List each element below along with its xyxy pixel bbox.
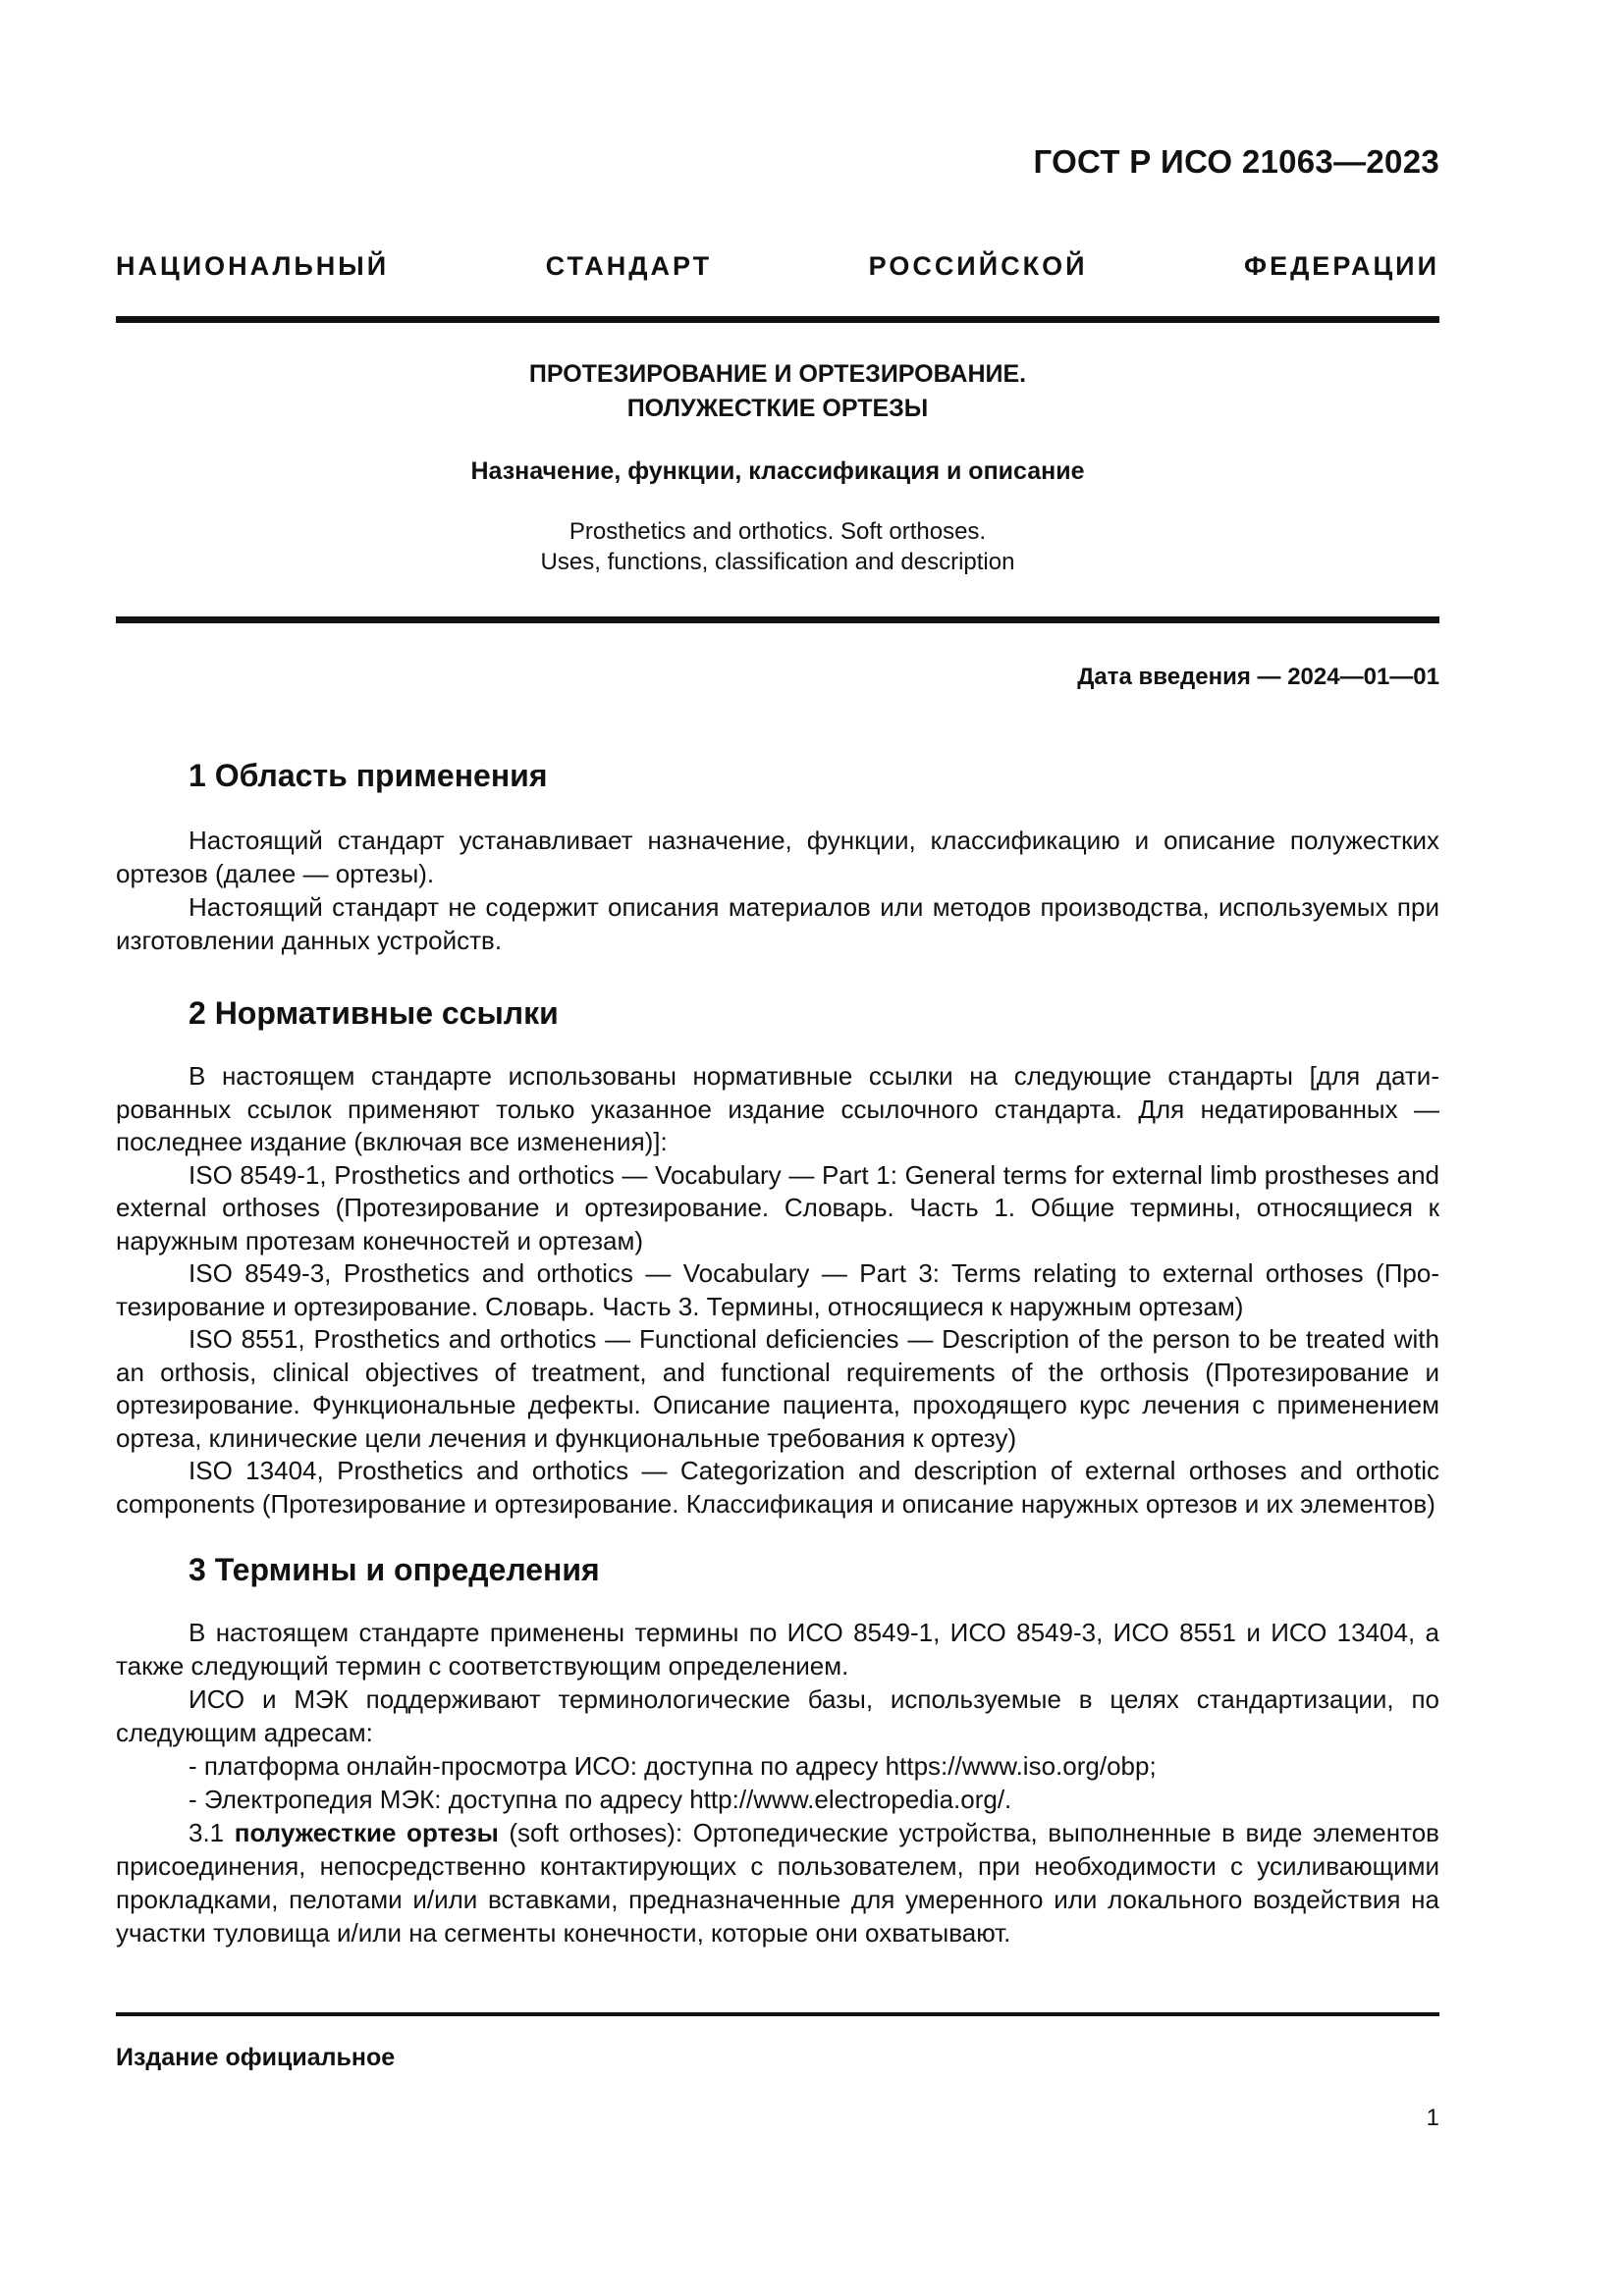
section-normative-references [116,993,1439,1521]
term-name: полужесткие ортезы [234,1818,499,1847]
national-standard-banner: НАЦИОНАЛЬНЫЙ СТАНДАРТ РОССИЙСКОЙ ФЕДЕРАЦИИ [116,251,1439,281]
official-edition-label: Издание официальное [116,2044,396,2071]
english-title-line-1: Prosthetics and orthotics. Soft orthoses. [568,518,987,545]
english-title-line-2: Uses, functions, classification and description [540,549,1015,575]
term-definition-text: (soft orthoses): Ортопедические устройства, выполненные в виде элементов присоединения, непосредственно контактирующих с пользователем, при необходимости с усиливающими прокладками, пелотами и/или вставками, предназначенные для умеренного или локального воздействия на участки туловища и/или на сегменты конечности, которые они охватывают. [116,1818,1439,1948]
section-terms-definitions [116,1550,1439,1949]
header-rule [116,316,1439,323]
section-1-heading: 1 Область применения [189,758,548,793]
references-intro: В настоящем стандарте использованы нормативные ссылки на следующие стандарты [для датированных ссылок применяют только указанное издание ссылочного стандарта. Для недатированных — последнее издание (включая все изменения)]: [116,1061,1439,1156]
term-definition-3-1 [116,1816,1439,1949]
title-line-2: ПОЛУЖЕСТКИЕ ОРТЕЗЫ [626,395,929,422]
section-scope [116,756,1439,957]
reference-iso-8549-1: ISO 8549-1, Prosthetics and orthotics — Vocabulary — Part 1: General terms for external limb prostheses and external orthoses (Протезирование и ортезирование. Словарь. Часть 1. Общие термины, относящиеся к наружным протезам конечностей и ортезам) [116,1159,1439,1255]
scope-paragraph-2: Настоящий стандарт не содержит описания материалов или методов производства, используемых при изготовлении данных устройств. [116,892,1439,955]
section-3-heading: 3 Термины и определения [189,1552,600,1587]
scope-paragraph-1: Настоящий стандарт устанавливает назначение, функции, классификацию и описание полужестких ортезов (далее — ортезы). [116,826,1439,888]
document-title [116,357,1439,426]
footer-rule [116,2012,1439,2016]
terms-paragraph-2: ИСО и МЭК поддерживают терминологические базы, используемые в целях стандартизации, по следующим адресам: [116,1684,1439,1747]
section-2-heading: 2 Нормативные ссылки [189,995,559,1031]
title-line-1: ПРОТЕЗИРОВАНИЕ И ОРТЕЗИРОВАНИЕ. [528,360,1027,388]
document-subtitle: Назначение, функции, классификация и описание [470,457,1085,485]
document-code: ГОСТ Р ИСО 21063—2023 [1033,143,1439,180]
terminology-link-iso: - платформа онлайн-просмотра ИСО: доступна по адресу https://www.iso.org/obp; [189,1751,1157,1781]
title-rule [116,616,1439,623]
reference-iso-8551: ISO 8551, Prosthetics and orthotics — Functional deficiencies — Description of the person to be treated with an orthosis, clinical objectives of treatment, and functional requirements of the orthosis (Протезирование и ортезирование. Функциональные дефекты. Описание пациента, проходящего курс лечения с применением ортеза, клинические цели лечения и функциональные требования к ортезу) [116,1324,1439,1453]
english-title [116,516,1439,577]
terminology-link-iec: - Электропедия МЭК: доступна по адресу http://www.electropedia.org/. [189,1785,1012,1814]
page-number: 1 [1426,2105,1439,2131]
reference-iso-13404: ISO 13404, Prosthetics and orthotics — Categorization and description of external orthoses and orthotic components (Протезирование и ортезирование. Классификация и описание наружных ортезов и их элементов) [116,1456,1439,1519]
document-body [116,756,1439,1949]
terms-paragraph-1: В настоящем стандарте применены термины по ИСО 8549-1, ИСО 8549-3, ИСО 8551 и ИСО 13404, а также следующий термин с соответствующим определением. [116,1618,1439,1681]
term-number: 3.1 [189,1818,225,1847]
introduction-date: Дата введения — 2024—01—01 [1077,664,1439,690]
reference-iso-8549-3: ISO 8549-3, Prosthetics and orthotics — Vocabulary — Part 3: Terms relating to external orthoses (Протезирование и ортезирование. Словарь. Часть 3. Термины, относящиеся к наружным ортезам) [116,1258,1439,1321]
